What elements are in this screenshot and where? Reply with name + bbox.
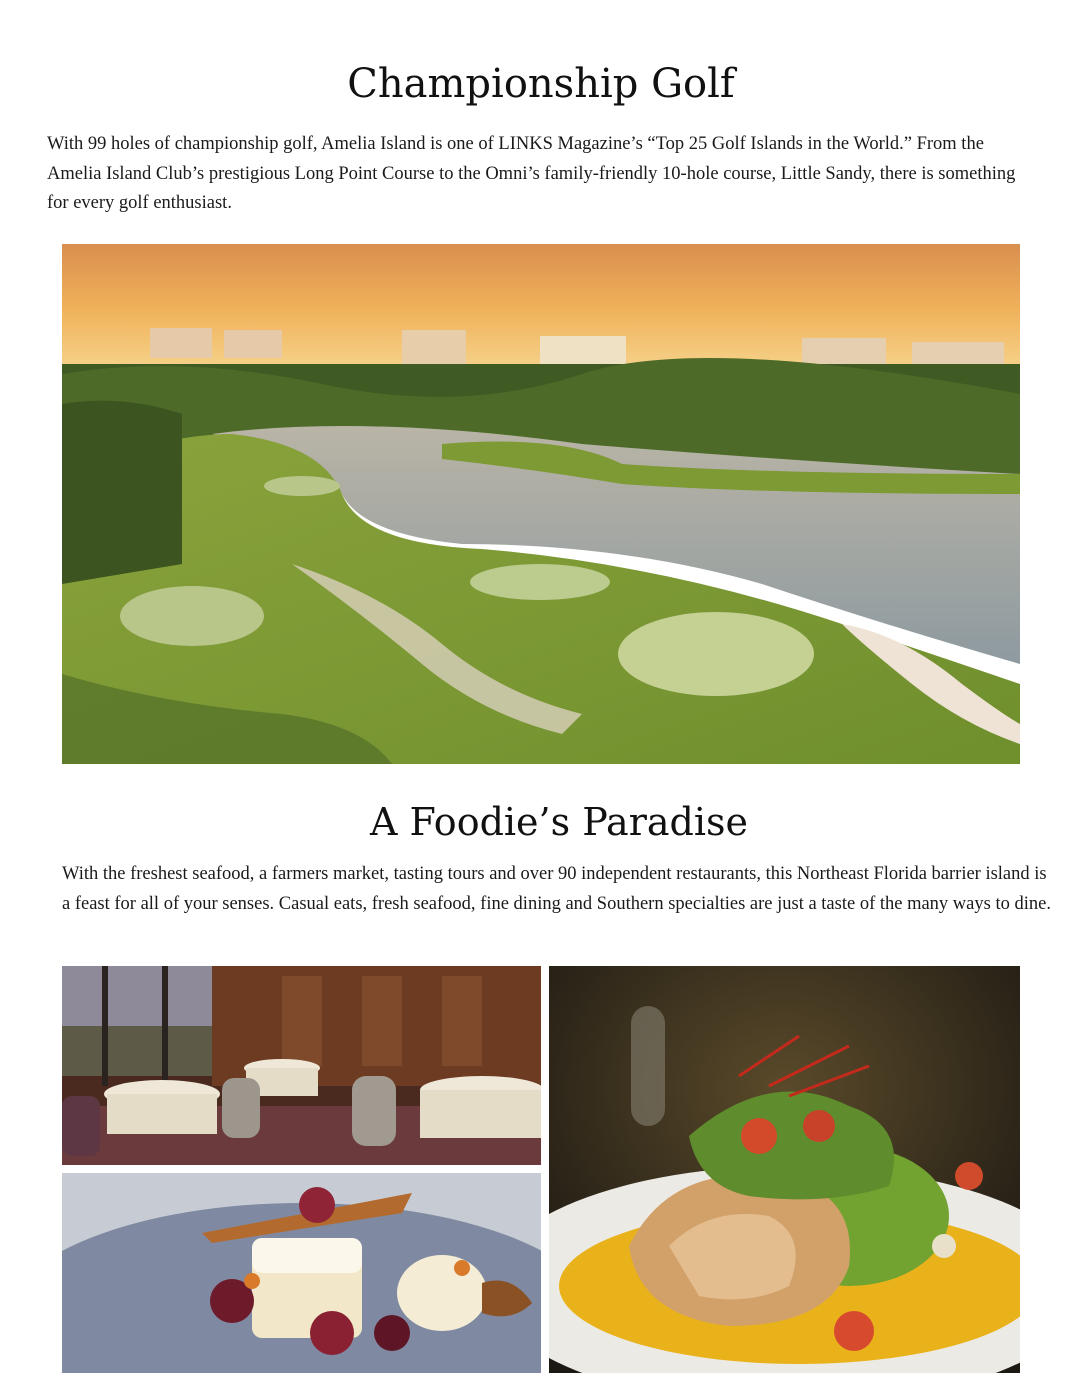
dining-room-photo xyxy=(62,966,541,1165)
golf-heading: Championship Golf xyxy=(347,61,735,107)
food-heading: A Foodie’s Paradise xyxy=(370,800,748,844)
food-description: With the freshest seafood, a farmers market, tasting tours and over 90 independent restaurants, this Northeast Florida barrier island is a feast for all of your senses. Casual eats, fresh seafood, fine dining and Southern specialties are just a taste of the many ways to dine. xyxy=(62,864,1051,914)
golf-description: With 99 holes of championship golf, Amelia Island is one of LINKS Magazine’s “Top 25 Golf Islands in the World.” From the Amelia Island Club’s prestigious Long Point Course to the Omni’s family-friendly 10-hole course, Little Sandy, there is something for every golf enthusiast. xyxy=(47,134,1016,213)
seafood-dish-photo xyxy=(549,966,1020,1373)
dessert-photo xyxy=(62,1173,541,1373)
golf-course-photo xyxy=(62,244,1020,764)
